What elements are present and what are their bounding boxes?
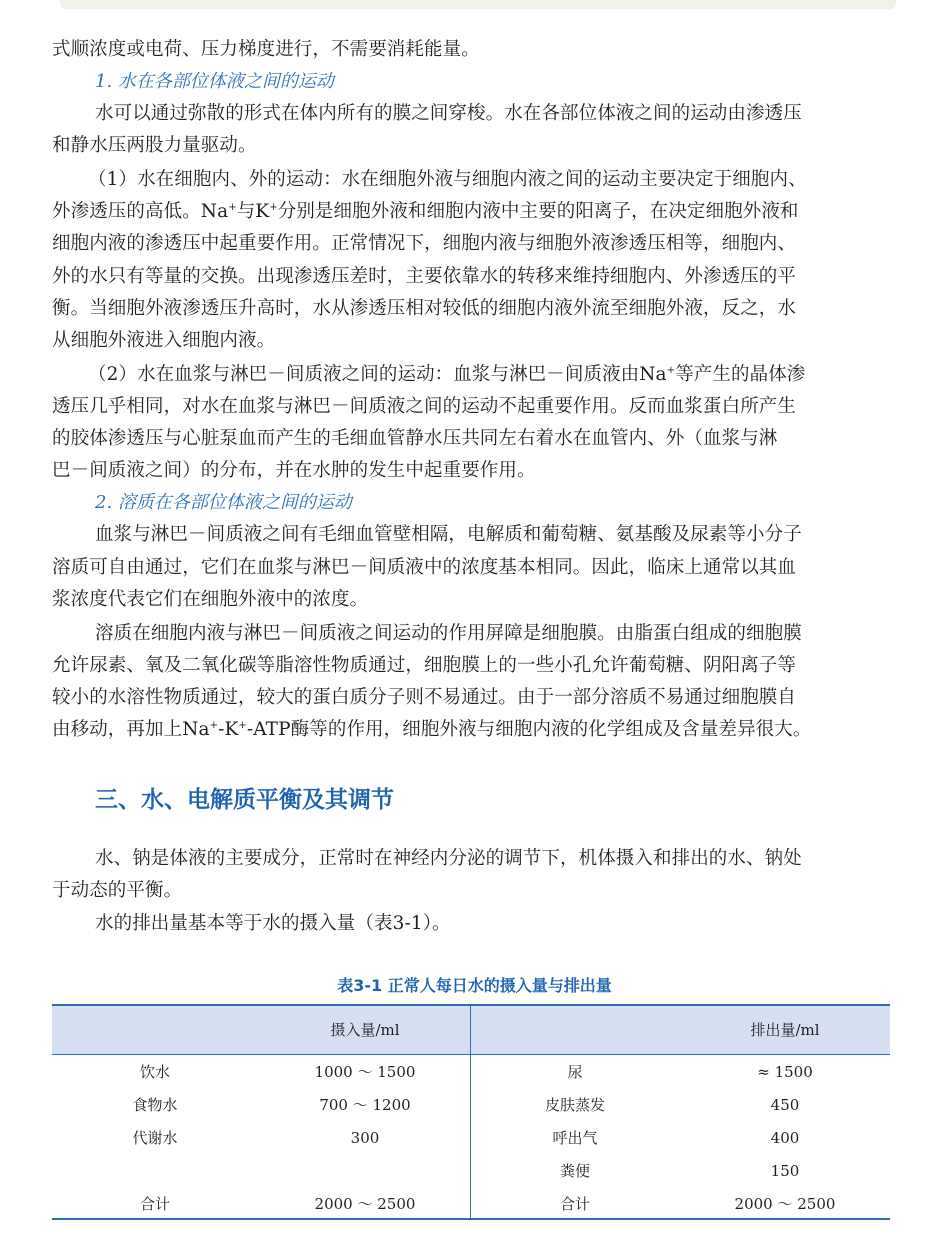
table-cell-in-val: 1000 ～ 1500 [314,1063,416,1081]
paragraph-line: 透压几乎相同，对水在血浆与淋巴－间质液之间的运动不起重要作用。反而血浆蛋白所产生 [52,396,797,417]
table-header-rule [52,1054,890,1055]
table-cell-out-val: ≈ 1500 [757,1063,813,1081]
paragraph-line: 的胶体渗透压与心脏泵血而产生的毛细血管静水压共同左右着水在血管内、外（血浆与淋 [52,428,778,449]
paragraph-line: 衡。当细胞外液渗透压升高时，水从渗透压相对较低的细胞内液外流至细胞外液，反之，水 [52,298,797,319]
paragraph-line: 从细胞外液进入细胞内液。 [52,330,276,351]
paragraph-line: 溶质在细胞内液与淋巴－间质液之间运动的作用屏障是细胞膜。由脂蛋白组成的细胞膜 [95,623,802,644]
paragraph-line: 外的水只有等量的交换。出现渗透压差时，主要依靠水的转移来维持细胞内、外渗透压的平 [52,266,797,287]
table-cell-out-item: 粪便 [559,1162,590,1180]
paragraph-line-with-ions: （2）水在血浆与淋巴－间质液之间的运动：血浆与淋巴－间质液由Na+等产生的晶体渗 [88,364,806,385]
section-title: 三、水、电解质平衡及其调节 [95,787,394,813]
table-cell-in-item: 饮水 [139,1063,170,1081]
subsection-heading-2: 2. 溶质在各部位体液之间的运动 [95,492,352,513]
header-intake: 摄入量/ml [330,1021,400,1039]
table-cell-out-item: 合计 [559,1195,590,1213]
table-cell-out-val: 2000 ～ 2500 [734,1195,836,1213]
paragraph-line: （1）水在细胞内、外的运动：水在细胞外液与细胞内液之间的运动主要决定于细胞内、 [88,169,807,190]
subsection-heading-1: 1. 水在各部位体液之间的运动 [95,71,334,92]
table-top-rule [52,1004,890,1006]
table-cell-in-val: 300 [350,1129,380,1147]
paragraph-line: 血浆与淋巴－间质液之间有毛细血管壁相隔，电解质和葡萄糖、氨基酸及尿素等小分子 [95,524,802,545]
paragraph-line: 于动态的平衡。 [52,880,183,901]
paragraph-line-with-ions: 外渗透压的高低。Na+与K+分别是细胞外液和细胞内液中主要的阳离子，在决定细胞外液和 [52,201,799,222]
table-cell-out-item: 尿 [567,1063,583,1081]
table-cell-in-val: 700 ～ 1200 [319,1096,411,1114]
header-output: 排出量/ml [750,1021,820,1039]
table-cell-in-item: 食物水 [132,1096,178,1114]
table-cell-in-item: 合计 [139,1195,170,1213]
paragraph-line: 水、钠是体液的主要成分，正常时在神经内分泌的调节下，机体摄入和排出的水、钠处 [95,848,802,869]
paragraph-line: 式顺浓度或电荷、压力梯度进行，不需要消耗能量。 [52,39,480,60]
paragraph-line: 水的排出量基本等于水的摄入量（表3-1）。 [95,913,451,934]
table-cell-in-item: 代谢水 [132,1129,178,1147]
table-cell-out-val: 150 [770,1162,800,1180]
paragraph-line: 较小的水溶性物质通过，较大的蛋白质分子则不易通过。由于一部分溶质不易通过细胞膜自 [52,687,797,708]
table-cell-out-item: 呼出气 [552,1129,598,1147]
table-cell-out-val: 400 [770,1129,800,1147]
table-bottom-rule [52,1218,890,1220]
table-cell-in-val: 2000 ～ 2500 [314,1195,416,1213]
table-caption: 表3-1 正常人每日水的摄入量与排出量 [337,976,612,995]
paragraph-line: 水可以通过弥散的形式在体内所有的膜之间穿梭。水在各部位体液之间的运动由渗透压 [95,103,802,124]
paragraph-line: 细胞内液的渗透压中起重要作用。正常情况下，细胞内液与细胞外液渗透压相等，细胞内、 [52,233,797,254]
top-margin-bar [60,0,896,9]
paragraph-line: 巴－间质液之间）的分布，并在水肿的发生中起重要作用。 [52,460,536,481]
table-column-divider [470,1005,471,1218]
paragraph-line-with-ions: 由移动，再加上Na+-K+-ATP酶等的作用，细胞外液与细胞内液的化学组成及含量差异很大。 [52,719,812,740]
paragraph-line: 和静水压两股力量驱动。 [52,135,257,156]
table-cell-out-val: 450 [770,1096,800,1114]
paragraph-line: 溶质可自由通过，它们在血浆与淋巴－间质液中的浓度基本相同。因此，临床上通常以其血 [52,557,797,578]
paragraph-line: 浆浓度代表它们在细胞外液中的浓度。 [52,589,369,610]
paragraph-line: 允许尿素、氧及二氧化碳等脂溶性物质通过，细胞膜上的一些小孔允许葡萄糖、阴阳离子等 [52,655,797,676]
table-cell-out-item: 皮肤蒸发 [544,1096,605,1114]
